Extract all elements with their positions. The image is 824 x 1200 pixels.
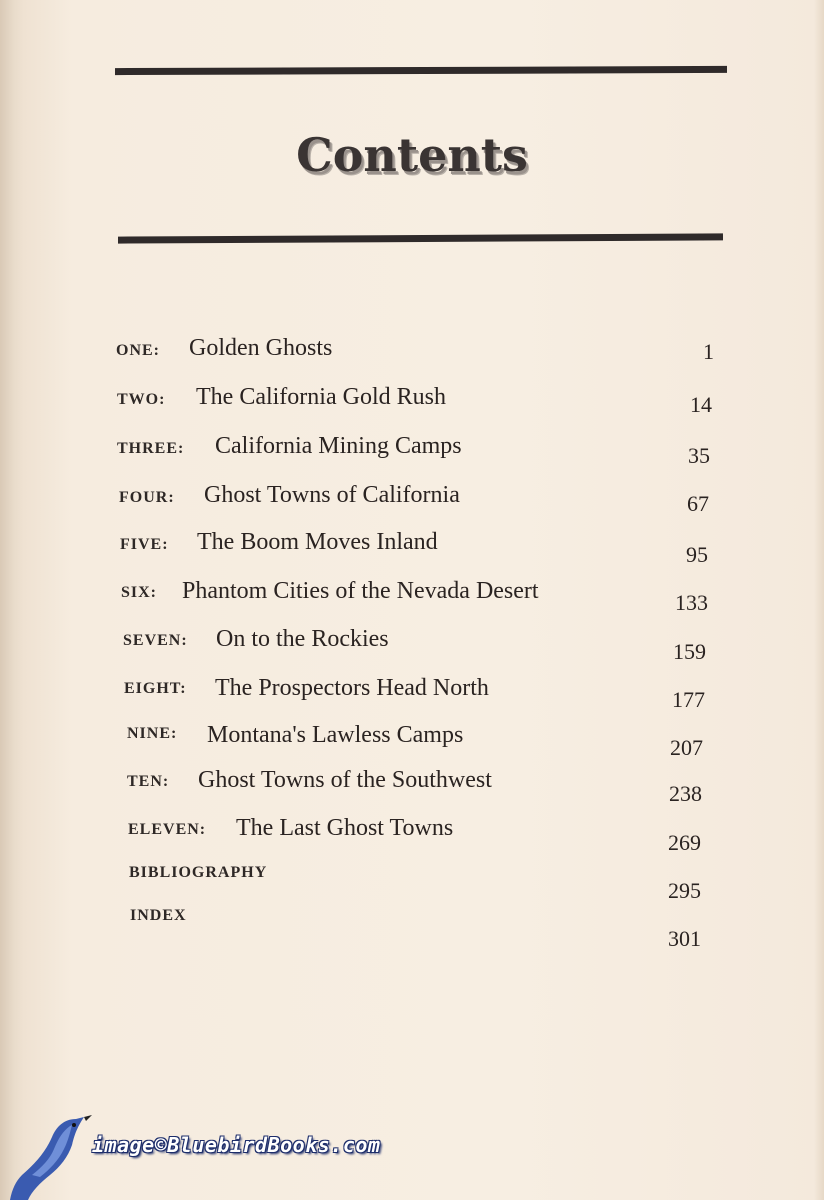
page-number: 177: [672, 687, 705, 712]
toc-entry: [0, 431, 824, 471]
chapter-label: ELEVEN:: [128, 821, 207, 838]
page-title: Contents: [296, 128, 528, 182]
chapter-title: California Mining Camps: [215, 433, 462, 459]
chapter-title: The Prospectors Head North: [215, 675, 489, 701]
toc-entry: [0, 576, 824, 616]
page-number: 301: [668, 926, 701, 951]
chapter-label: NINE:: [127, 725, 178, 742]
chapter-title: The Boom Moves Inland: [197, 529, 438, 555]
chapter-title: The Last Ghost Towns: [236, 815, 454, 841]
chapter-label: SEVEN:: [123, 632, 188, 649]
page-number: 207: [670, 735, 703, 760]
chapter-label: EIGHT:: [124, 680, 187, 697]
chapter-label: TEN:: [127, 773, 170, 790]
page-number: 238: [669, 781, 702, 806]
chapter-label: SIX:: [121, 584, 158, 601]
toc-entry: [0, 720, 824, 760]
page-number: 1: [703, 339, 714, 364]
chapter-title: Golden Ghosts: [189, 335, 333, 361]
chapter-label: FOUR:: [119, 489, 175, 506]
chapter-label: FIVE:: [120, 536, 169, 553]
toc-entry: [0, 382, 824, 422]
page-number: 14: [690, 392, 712, 417]
chapter-title: Montana's Lawless Camps: [207, 722, 464, 748]
page-number: 295: [668, 878, 701, 903]
chapter-title: On to the Rockies: [216, 626, 389, 652]
toc-entry: [0, 480, 824, 520]
chapter-label: INDEX: [130, 907, 187, 924]
chapter-title: Phantom Cities of the Nevada Desert: [182, 578, 539, 604]
page-number: 67: [687, 491, 709, 516]
chapter-title: Ghost Towns of California: [204, 482, 460, 508]
page-number: 269: [668, 830, 701, 855]
watermark-text: image©BluebirdBooks.com: [92, 1133, 381, 1157]
toc-entry: [0, 862, 824, 902]
chapter-title: Ghost Towns of the Southwest: [198, 767, 492, 793]
chapter-label: ONE:: [116, 342, 160, 359]
chapter-label: THREE:: [117, 440, 185, 457]
page-number: 95: [686, 542, 708, 567]
toc-entry: [0, 673, 824, 713]
toc-entry: [0, 333, 824, 373]
toc-entry: [0, 814, 824, 854]
chapter-label: TWO:: [117, 391, 166, 408]
toc-entry: [0, 529, 824, 569]
toc-entry: [0, 905, 824, 951]
chapter-label: BIBLIOGRAPHY: [129, 864, 268, 881]
chapter-title: The California Gold Rush: [196, 384, 446, 410]
page-number: 35: [688, 443, 710, 468]
page-number: 133: [675, 590, 708, 615]
toc-entry: [0, 624, 824, 664]
bluebird-logo-icon: [6, 1105, 96, 1200]
toc-entry: [0, 766, 824, 806]
page-number: 159: [673, 639, 706, 664]
